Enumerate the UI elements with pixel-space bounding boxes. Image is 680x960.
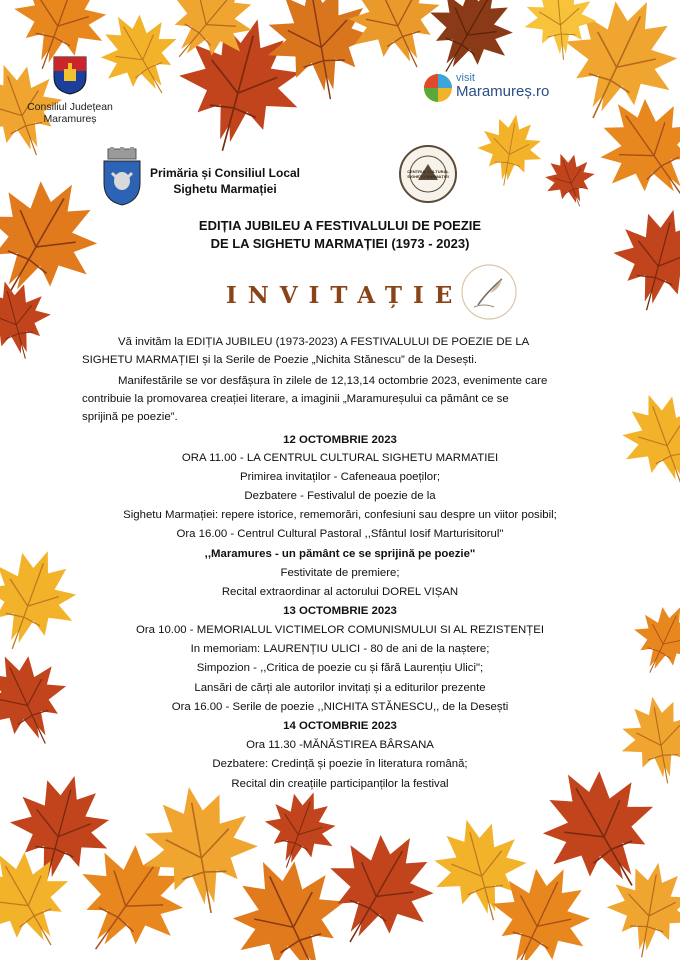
invitation-heading: INVITAȚIE	[226, 282, 464, 309]
city-coat-of-arms-icon	[100, 147, 144, 207]
day1-line1: ORA 11.00 - LA CENTRUL CULTURAL SIGHETU MARMATIEI	[181, 452, 499, 464]
day2-line3: Simpozion - ,,Critica de poezie cu și fără Laurențiu Ulici";	[196, 662, 484, 674]
day3-line3: Recital din creațiile participanților la festival	[231, 778, 449, 790]
cultural-center-seal-text: CENTRUL CULTURAL SIGHETU MARMAȚIEI	[407, 169, 449, 179]
intro-p2-line1: Manifestările se vor desfășura în zilele de 12,13,14 octombrie 2023, evenimente care	[118, 375, 548, 387]
county-logo	[20, 55, 120, 125]
visit-maramures-logo-icon	[422, 72, 454, 104]
day1-line8: Recital extraordinar al actorului DOREL VIȘAN	[221, 586, 459, 598]
day1-line6: ,,Maramures - un pământ ce se sprijină pe poezie"	[204, 548, 476, 560]
day3-date: 14 OCTOMBRIE 2023	[283, 720, 397, 732]
day1-date: 12 OCTOMBRIE 2023	[283, 434, 397, 446]
county-caption-line2: Maramureș	[43, 113, 97, 125]
county-caption-line1: Consiliul Județean	[27, 101, 113, 113]
intro-p1-line1: Vă invităm la EDIȚIA JUBILEU (1973-2023) A FESTIVALULUI DE POEZIE DE LA	[118, 336, 530, 348]
visit-maramures-logo	[422, 72, 562, 106]
quill-icon	[460, 263, 518, 321]
day1-line3: Dezbatere - Festivalul de poezie de la	[244, 490, 436, 502]
day2-line1: Ora 10.00 - MEMORIALUL VICTIMELOR COMUNISMULUI SI AL REZISTENȚEI	[135, 624, 545, 636]
day3-line1: Ora 11.30 -MĂNĂSTIREA BÂRSANA	[246, 739, 434, 751]
visit-brand: Maramureș.ro	[456, 83, 550, 100]
visit-small: visit	[456, 72, 475, 84]
day2-line2: In memoriam: LAURENȚIU ULICI - 80 de ani de la naștere;	[190, 643, 490, 655]
day1-line7: Festivitate de premiere;	[280, 567, 400, 579]
festival-title	[0, 217, 680, 253]
city-caption-line2: Sighetu Marmației	[173, 182, 277, 196]
county-coat-of-arms-icon	[52, 55, 88, 95]
day2-line5: Ora 16.00 - Serile de poezie ,,NICHITA STĂNESCU,, de la Desești	[171, 701, 509, 713]
intro-p2-line3: sprijină pe poezie”.	[82, 411, 178, 423]
day1-line4: Sighetu Marmației: repere istorice, rememorări, confesiuni sau despre un viitor posibil;	[123, 509, 557, 521]
intro-p1-line2: SIGHETU MARMAȚIEI și la Serile de Poezie „Nichita Stănescu” de la Desești.	[82, 354, 478, 366]
intro-p2-line2: contribuie la promovarea creației literare, a imaginii „Maramureșului ca pământ ce se	[82, 393, 509, 405]
city-caption	[145, 165, 305, 197]
title-line2: DE LA SIGHETU MARMAȚIEI (1973 - 2023)	[210, 236, 470, 251]
city-caption-line1: Primăria și Consiliul Local	[149, 166, 301, 180]
day3-line2: Dezbatere: Credință și poezie în literatura română;	[212, 758, 468, 770]
day1-line5: Ora 16.00 - Centrul Cultural Pastoral ,,Sfântul Iosif Marturisitorul"	[176, 528, 504, 540]
title-line1: EDIȚIA JUBILEU A FESTIVALULUI DE POEZIE	[198, 218, 482, 233]
day2-date: 13 OCTOMBRIE 2023	[283, 605, 397, 617]
day2-line4: Lansări de cărți ale autorilor invitați și a editurilor prezente	[194, 682, 486, 694]
cultural-center-seal	[398, 144, 458, 204]
day1-line2: Primirea invitaților - Cafeneaua poeților;	[239, 471, 441, 483]
